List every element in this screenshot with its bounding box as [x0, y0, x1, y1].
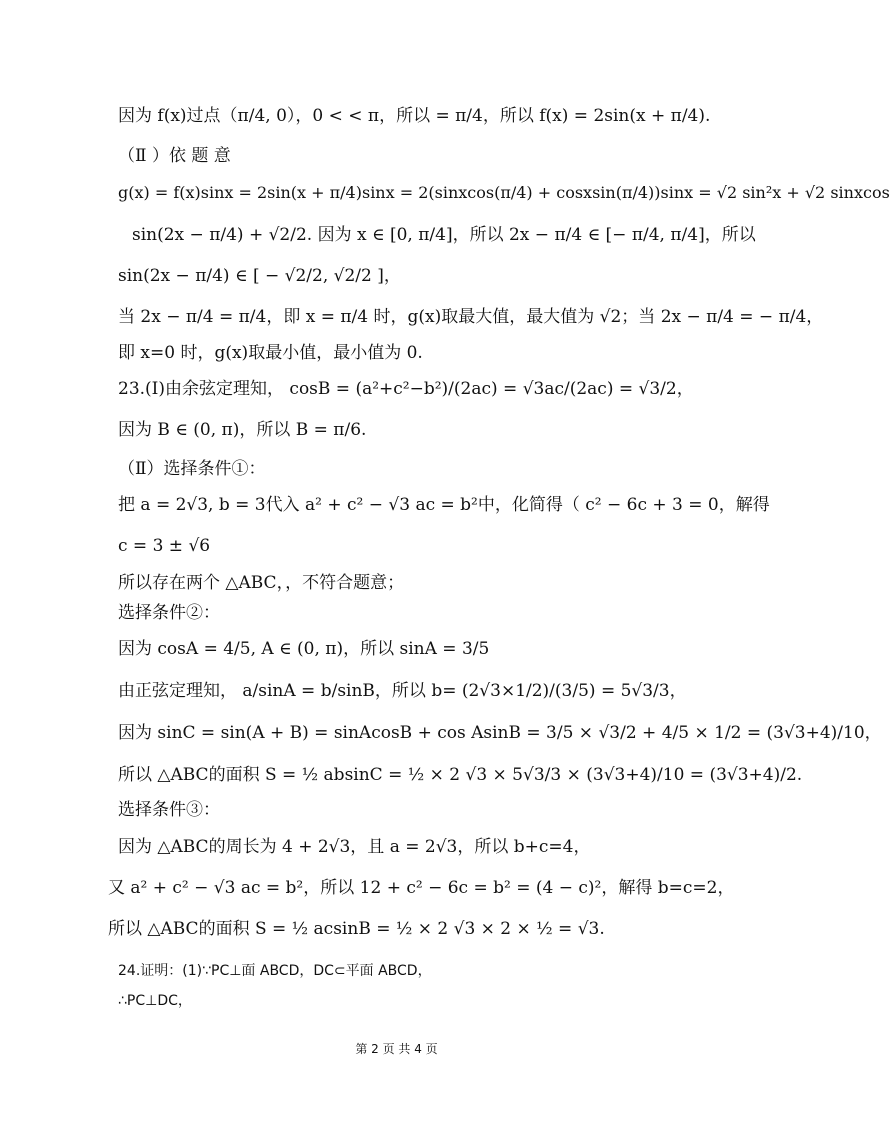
- condition-1-substitution: 把 a = 2√3, b = 3代入 a² + c² − √3 ac = b²中，化简得（ c² − 6c + 3 = 0，解得: [118, 495, 770, 515]
- solution-line-3: g(x) = f(x)sinx = 2sin(x + π/4)sinx = 2(sinxcos(π/4) + cosxsin(π/4))sinx = √2 sin²x + √2 sinxcos: [118, 183, 890, 202]
- solution-line-1: 因为 f(x)过点（π/4, 0），0 < < π，所以 = π/4，所以 f(x) = 2sin(x + π/4).: [118, 106, 711, 126]
- problem-23-angle-b: 因为 B ∈ (0, π)，所以 B = π/6.: [118, 420, 367, 440]
- condition-2-sina: 因为 cosA = 4/5, A ∈ (0, π)，所以 sinA = 3/5: [118, 639, 490, 659]
- condition-2-area: 所以 △ABC的面积 S = ½ absinC = ½ × 2 √3 × 5√3/3 × (3√3+4)/10 = (3√3+4)/2.: [118, 765, 803, 785]
- condition-1-conclusion: 所以存在两个 △ABC，，不符合题意；: [118, 573, 405, 593]
- condition-2-sinc: 因为 sinC = sin(A + B) = sinAcosB + cos AsinB = 3/5 × √3/2 + 4/5 × 1/2 = (3√3+4)/10，: [118, 723, 882, 743]
- problem-23-part-1: 23.(Ⅰ)由余弦定理知， cosB = (a²+c²−b²)/(2ac) = √3ac/(2ac) = √3/2，: [118, 379, 694, 399]
- condition-2-law-of-sines: 由正弦定理知， a/sinA = b/sinB，所以 b= (2√3×1/2)/(3/5) = 5√3/3，: [118, 681, 687, 701]
- condition-3-area: 所以 △ABC的面积 S = ½ acsinB = ½ × 2 √3 × 2 × ½ = √3.: [108, 919, 605, 939]
- condition-1-result: c = 3 ± √6: [118, 536, 211, 556]
- condition-3-equation: 又 a² + c² − √3 ac = b²，所以 12 + c² − 6c = b² = (4 − c)²，解得 b=c=2，: [108, 878, 735, 898]
- problem-24-line-1: 24.证明：(1)∵PC⊥面 ABCD，DC⊂平面 ABCD，: [118, 963, 432, 979]
- page-footer: 第 2 页 共 4 页: [355, 1042, 438, 1056]
- condition-2-heading: 选择条件②：: [118, 603, 220, 623]
- condition-3-heading: 选择条件③：: [118, 800, 220, 820]
- solution-line-2: （Ⅱ ）依 题 意: [118, 146, 231, 166]
- solution-line-7: 即 x=0 时，g(x)取最小值，最小值为 0.: [118, 343, 423, 363]
- solution-line-4: sin(2x − π/4) + √2/2. 因为 x ∈ [0, π/4]，所以 2x − π/4 ∈ [− π/4, π/4]，所以: [132, 225, 756, 245]
- condition-1-heading: （Ⅱ）选择条件①：: [118, 459, 266, 479]
- solution-line-6: 当 2x − π/4 = π/4，即 x = π/4 时，g(x)取最大值，最大值为 √2；当 2x − π/4 = − π/4，: [118, 307, 824, 327]
- problem-24-line-2: ∴PC⊥DC，: [118, 993, 192, 1009]
- solution-line-5: sin(2x − π/4) ∈ [ − √2/2, √2/2 ]，: [118, 266, 401, 286]
- condition-3-perimeter: 因为 △ABC的周长为 4 + 2√3，且 a = 2√3，所以 b+c=4，: [118, 837, 591, 857]
